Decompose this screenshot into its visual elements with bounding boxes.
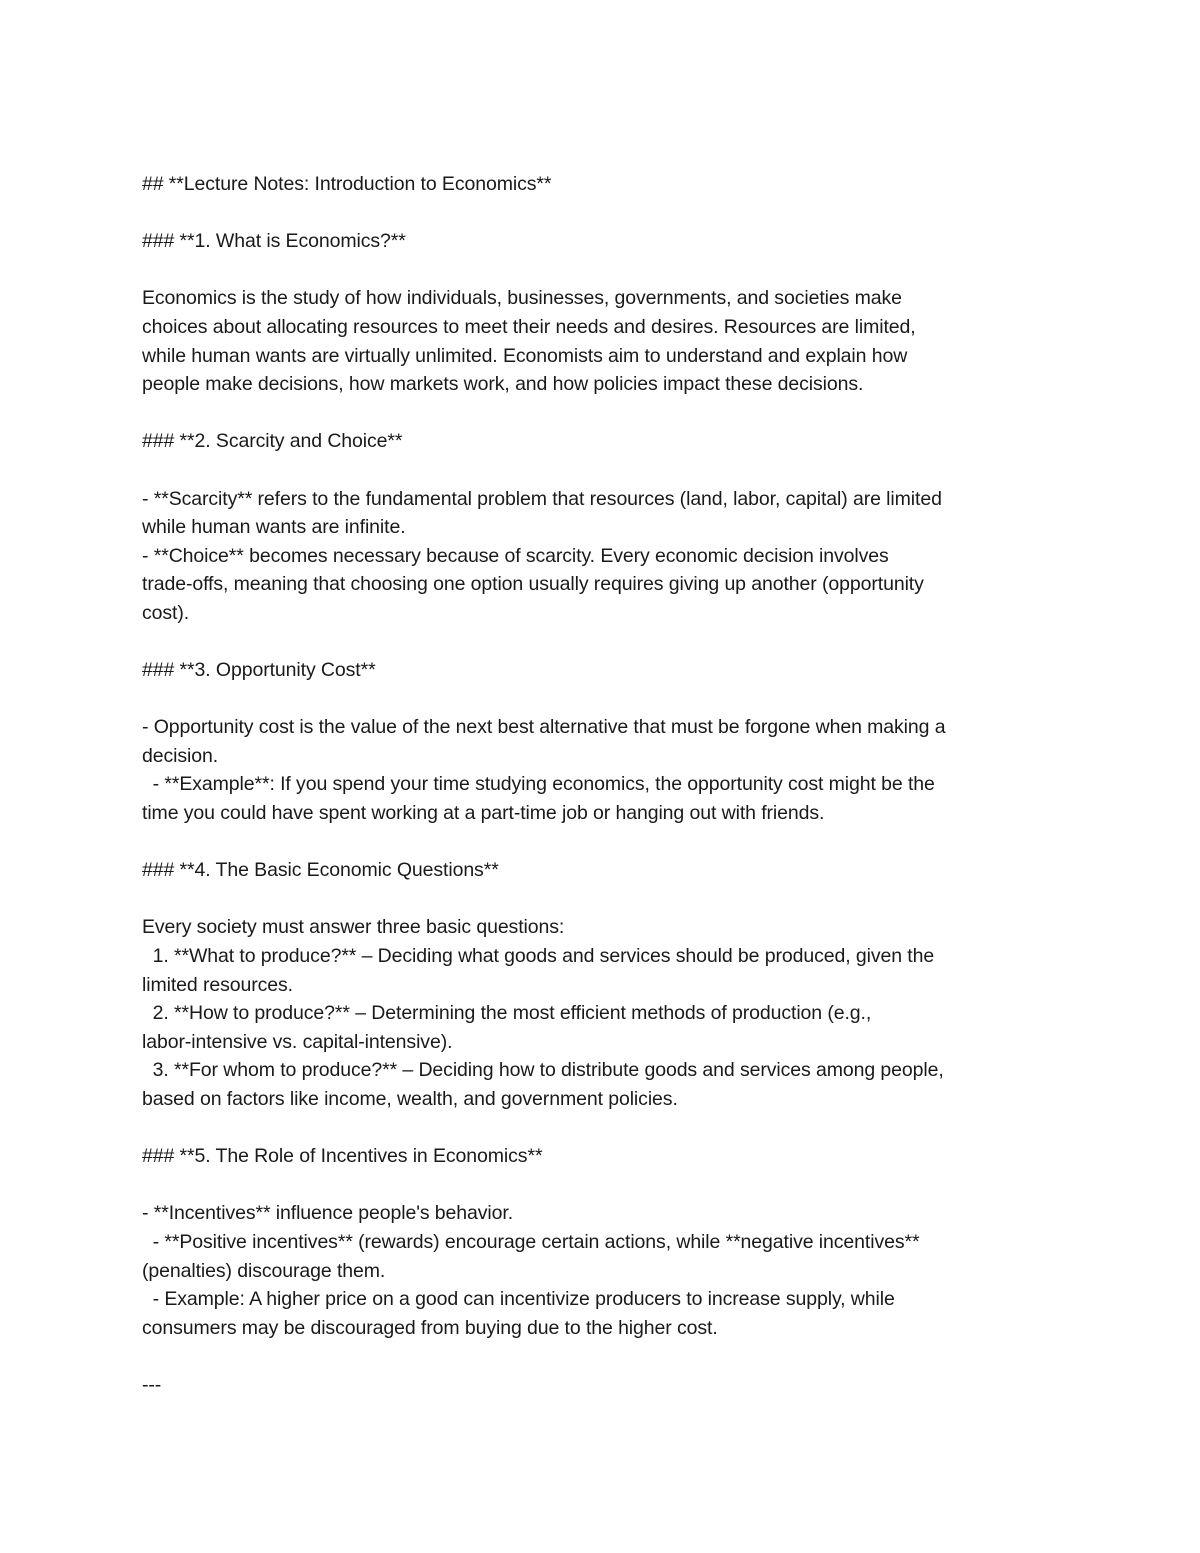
paragraph-line: labor-intensive vs. capital-intensive).: [142, 1030, 453, 1053]
spacer: [142, 399, 1052, 428]
spacer: [142, 1114, 1052, 1143]
paragraph-line: - **Positive incentives** (rewards) encourage certain actions, while **negative incentives**: [142, 1230, 920, 1253]
paragraph-line: - **Example**: If you spend your time studying economics, the opportunity cost might be the: [142, 773, 935, 796]
spacer: [142, 456, 1052, 485]
section-heading-5: ### **5. The Role of Incentives in Economics**: [142, 1145, 543, 1168]
paragraph-line: - **Incentives** influence people's behavior.: [142, 1202, 514, 1225]
paragraph-line: cost).: [142, 601, 190, 624]
paragraph-line: consumers may be discouraged from buying due to the higher cost.: [142, 1316, 718, 1339]
section-heading-4: ### **4. The Basic Economic Questions**: [142, 859, 499, 882]
paragraph-line: - **Choice** becomes necessary because of scarcity. Every economic decision involves: [142, 544, 889, 567]
paragraph-line: - Opportunity cost is the value of the next best alternative that must be forgone when making a: [142, 716, 946, 739]
paragraph-line: Economics is the study of how individuals, businesses, governments, and societies make: [142, 287, 902, 310]
paragraph-line: trade-offs, meaning that choosing one option usually requires giving up another (opportunity: [142, 573, 924, 596]
paragraph-line: while human wants are infinite.: [142, 516, 406, 539]
spacer: [142, 1171, 1052, 1200]
paragraph-line: while human wants are virtually unlimited. Economists aim to understand and explain how: [142, 344, 908, 367]
paragraph-line: decision.: [142, 744, 219, 767]
spacer: [142, 828, 1052, 857]
paragraph-line: (penalties) discourage them.: [142, 1259, 386, 1282]
spacer: [142, 256, 1052, 285]
spacer: [142, 199, 1052, 228]
paragraph-line: choices about allocating resources to meet their needs and desires. Resources are limited,: [142, 315, 916, 338]
horizontal-rule-marker: ---: [142, 1373, 162, 1396]
paragraph-line: Every society must answer three basic questions:: [142, 916, 565, 939]
paragraph-line: - **Scarcity** refers to the fundamental problem that resources (land, labor, capital) are limited: [142, 487, 942, 510]
section-heading-3: ### **3. Opportunity Cost**: [142, 659, 376, 682]
document-page: [142, 170, 1052, 1400]
paragraph-line: based on factors like income, wealth, and government policies.: [142, 1088, 678, 1110]
paragraph-line: 2. **How to produce?** – Determining the most efficient methods of production (e.g.,: [142, 1002, 872, 1025]
paragraph-line: 3. **For whom to produce?** – Deciding how to distribute goods and services among people,: [142, 1059, 944, 1082]
paragraph-line: - Example: A higher price on a good can incentivize producers to increase supply, while: [142, 1288, 895, 1311]
paragraph-line: people make decisions, how markets work, and how policies impact these decisions.: [142, 373, 864, 396]
paragraph-line: 1. **What to produce?** – Deciding what goods and services should be produced, given the: [142, 945, 935, 968]
spacer: [142, 885, 1052, 914]
section-heading-2: ### **2. Scarcity and Choice**: [142, 430, 403, 453]
paragraph-line: limited resources.: [142, 973, 294, 996]
spacer: [142, 1342, 1052, 1371]
paragraph-line: time you could have spent working at a part-time job or hanging out with friends.: [142, 802, 825, 825]
spacer: [142, 628, 1052, 657]
document-title: ## **Lecture Notes: Introduction to Economics**: [142, 173, 552, 195]
spacer: [142, 685, 1052, 714]
section-heading-1: ### **1. What is Economics?**: [142, 230, 406, 253]
